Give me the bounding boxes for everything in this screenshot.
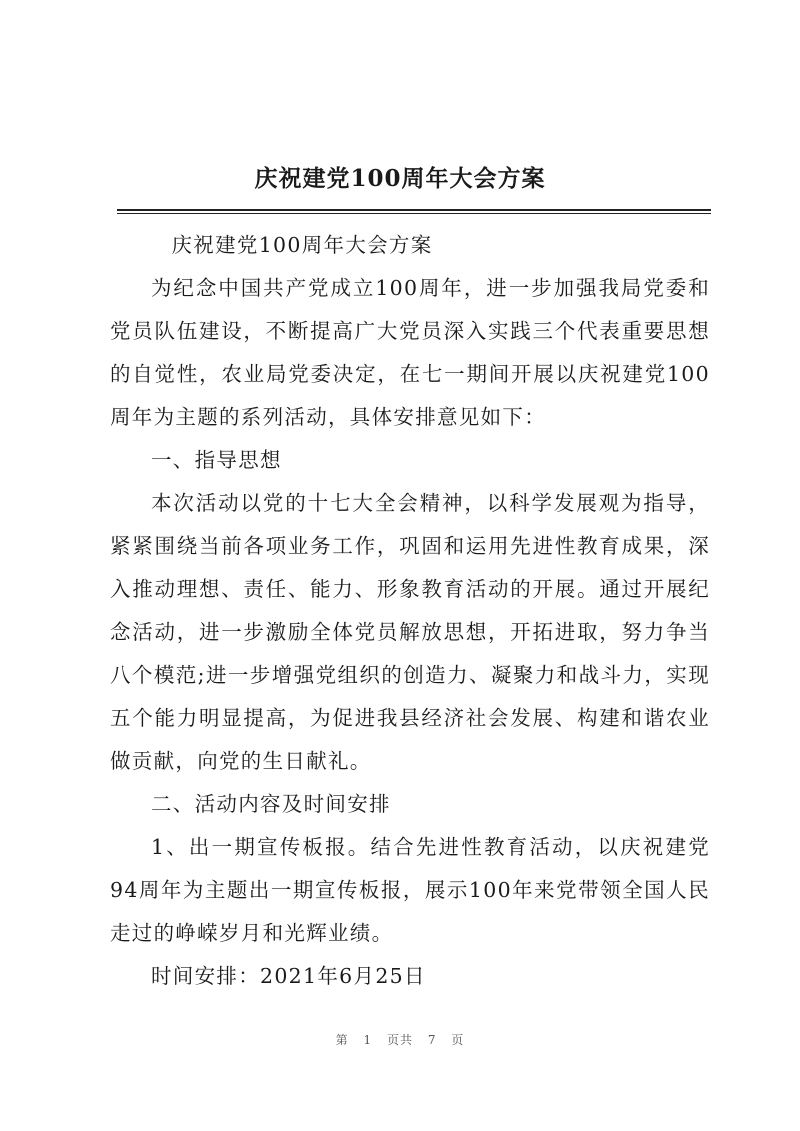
title-divider <box>117 209 711 214</box>
page-footer <box>0 1031 800 1048</box>
intro-paragraph: 为纪念中国共产党成立100周年，进一步加强我局党委和党员队伍建设，不断提高广大党员深入实践三个代表重要思想的自觉性，农业局党委决定，在七一期间开展以庆祝建党100周年为主题的系列活动，具体安排意见如下： <box>110 276 710 429</box>
footer-suffix: 页 <box>451 1033 465 1047</box>
footer-page-number: 1 <box>363 1033 373 1047</box>
document-subtitle: 庆祝建党100周年大会方案 <box>171 233 433 257</box>
schedule-paragraph: 时间安排：2021年6月25日 <box>151 964 426 988</box>
section-heading-activities: 二、活动内容及时间安排 <box>151 792 391 816</box>
guiding-ideology-paragraph: 本次活动以党的十七大全会精神，以科学发展观为指导，紧紧围绕当前各项业务工作，巩固和运用先进性教育成果，深入推动理想、责任、能力、形象教育活动的开展。通过开展纪念活动，进一步激励全体党员解放思想，开拓进取，努力争当八个模范;进一步增强党组织的创造力、凝聚力和战斗力，实现五个能力明显提高，为促进我县经济社会发展、构建和谐农业做贡献，向党的生日献礼。 <box>110 491 710 773</box>
document-title: 庆祝建党100周年大会方案 <box>254 165 546 192</box>
activity-1-paragraph: 1、出一期宣传板报。结合先进性教育活动，以庆祝建党94周年为主题出一期宣传板报，展示100年来党带领全国人民走过的峥嵘岁月和光辉业绩。 <box>110 835 710 945</box>
footer-prefix: 第 <box>335 1033 349 1047</box>
section-heading-guiding-ideology: 一、指导思想 <box>151 448 282 472</box>
footer-total-pages: 7 <box>427 1033 437 1047</box>
footer-middle: 页共 <box>386 1033 413 1047</box>
document-body <box>110 224 710 998</box>
